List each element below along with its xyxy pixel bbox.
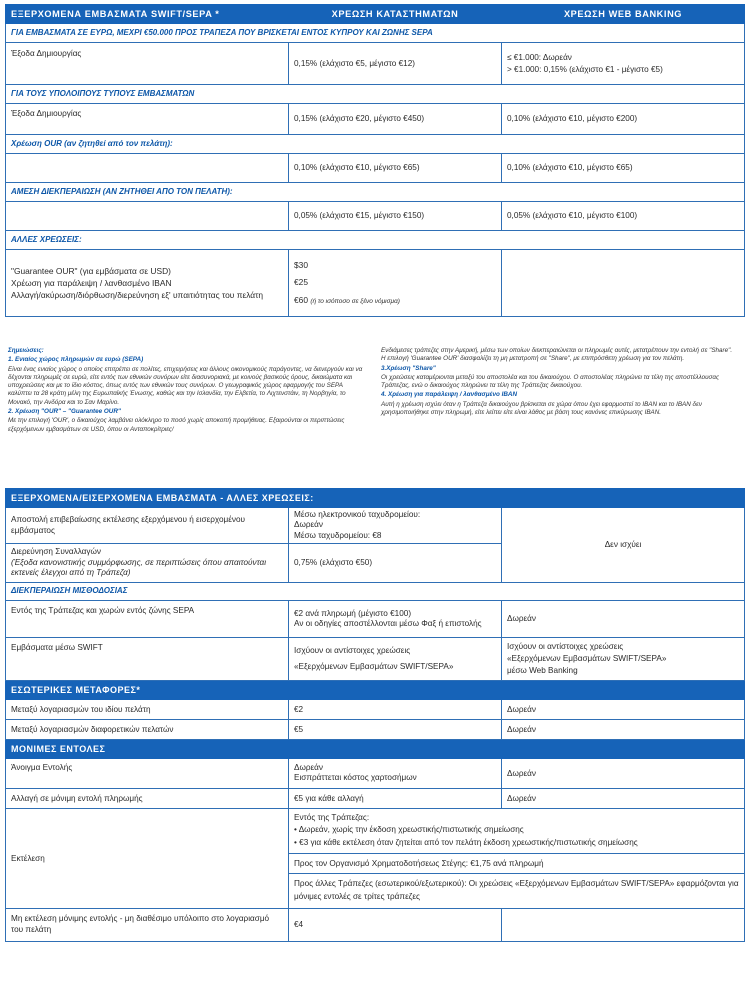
fee-line: «Εξερχόμενων Εμβασμάτων SWIFT/SEPA»	[507, 653, 667, 663]
table-row	[6, 43, 745, 85]
branch-fee: €5 για κάθε αλλαγή	[289, 788, 502, 808]
web-fee-line: > €1.000: 0,15% (ελάχιστο €1 - μέγιστο €5)	[507, 64, 663, 74]
table-row	[6, 699, 745, 719]
web-fee: Δωρεάν	[502, 600, 745, 637]
row-label: Μεταξύ λογαριασμών του ιδίου πελάτη	[6, 699, 289, 719]
charge-value: €60	[294, 294, 308, 305]
fee-line: Εντός της Τράπεζας:	[294, 812, 370, 822]
footnotes-left	[8, 347, 363, 435]
col-header-branch: ΧΡΕΩΣΗ ΚΑΤΑΣΤΗΜΑΤΩΝ	[289, 5, 502, 24]
note-title: 1. Ενιαίος χώρος πληρωμών σε ευρώ (SEPA)	[8, 356, 144, 364]
fee-line: • Δωρεάν, χωρίς την έκδοση χρεωστικής/πιστωτικής σημείωσης	[294, 825, 524, 835]
table-header-row	[6, 5, 745, 24]
note-our-title	[8, 408, 363, 416]
row-label-text: Διερεύνηση Συναλλαγών	[11, 547, 101, 557]
web-fee: 0,05% (ελάχιστο €10, μέγιστο €100)	[502, 202, 745, 231]
open-order-fee	[289, 758, 502, 788]
web-fee: Δωρεάν	[502, 788, 745, 808]
web-fee: 0,10% (ελάχιστο €10, μέγιστο €65)	[502, 154, 745, 183]
section-urgent: ΑΜΕΣΗ ΔΙΕΚΠΕΡΑΙΩΣΗ (ΑΝ ΖΗΤΗΘΕΙ ΑΠΟ ΤΟΝ ΠΕΛΑΤΗ):	[6, 183, 745, 202]
note-iban-title	[381, 391, 736, 399]
row-label: Άνοιγμα Εντολής	[6, 758, 289, 788]
fee-line: €2 ανά πληρωμή (μέγιστο €100)	[294, 608, 412, 618]
branch-fee: €2	[289, 699, 502, 719]
fee-line: Μέσω ταχυδρομείου: €8	[294, 530, 382, 540]
web-fee-empty	[502, 908, 745, 941]
table-row	[6, 758, 745, 788]
band-row	[6, 680, 745, 699]
row-label: Αλλαγή σε μόνιμη εντολή πληρωμής	[6, 788, 289, 808]
section-row	[6, 231, 745, 250]
fee-line: «Εξερχόμενων Εμβασμάτων SWIFT/SEPA»	[294, 661, 454, 671]
swift-fee	[289, 637, 502, 680]
fee-line: Αν οι οδηγίες αποστέλλονται μέσω Φαξ ή επιστολής	[294, 618, 482, 628]
table-row	[6, 600, 745, 637]
row-label: Εμβάσματα μέσω SWIFT	[6, 637, 289, 680]
row-label: Έξοδα Δημιουργίας	[6, 104, 289, 135]
confirmation-fee	[289, 508, 502, 544]
charge-label: Αλλαγή/ακύρωση/διόρθωση/διερεύνηση εξ' υπαιτιότητας του πελάτη	[11, 290, 264, 301]
note-title: 2. Χρέωση "OUR" – "Guarantee OUR"	[8, 408, 121, 416]
table-row	[6, 808, 745, 853]
fee-line: Δωρεάν	[294, 520, 323, 530]
row-label: Εκτέλεση	[6, 808, 289, 908]
table-row	[6, 154, 745, 183]
branch-fee: 0,15% (ελάχιστο €5, μέγιστο €12)	[289, 43, 502, 85]
footnotes-right	[381, 347, 736, 418]
charge-label: Χρέωση για παράλειψη / λανθασμένο IBAN	[11, 277, 172, 288]
execution-housing: Προς τον Οργανισμό Χρηματοδοτήσεως Στέγης: €1,75 ανά πληρωμή	[289, 853, 745, 873]
fee-line: Ισχύουν οι αντίστοιχες χρεώσεις	[507, 641, 624, 651]
web-fee: Δωρεάν	[502, 699, 745, 719]
other-charges-labels	[6, 250, 289, 317]
section-euro-sepa: ΓΙΑ ΕΜΒΑΣΜΑΤΑ ΣΕ ΕΥΡΩ, ΜΕΧΡΙ €50.000 ΠΡΟΣ ΤΡΑΠΕΖΑ ΠΟΥ ΒΡΙΣΚΕΤΑΙ ΕΝΤΟΣ ΚΥΠΡΟΥ ΚΑΙ ΖΩΝΗΣ SEPA	[6, 24, 745, 43]
row-label-empty	[6, 202, 289, 231]
execution-other-banks: Προς άλλες Τράπεζες (εσωτερικού/εξωτερικού): Οι χρεώσεις «Εξερχόμενων Εμβασμάτων SWIFT/SEPA» εφαρμόζονται για μόνιμες εντολές σε τρίτες τράπεζες	[289, 873, 745, 908]
table-header-row	[6, 489, 745, 508]
charge-value: $30	[294, 259, 308, 270]
band-row	[6, 739, 745, 758]
charge-label: "Guarantee OUR" (για εμβάσματα σε USD)	[11, 265, 171, 276]
section-other-charges: ΑΛΛΕΣ ΧΡΕΩΣΕΙΣ:	[6, 231, 745, 250]
table-row	[6, 788, 745, 808]
row-label	[6, 543, 289, 582]
col-header-service: ΕΞΕΡΧΟΜΕΝΑ ΕΜΒΑΣΜΑΤΑ SWIFT/SEPA *	[6, 5, 289, 24]
row-label: Μεταξύ λογαριασμών διαφορετικών πελατών	[6, 719, 289, 739]
swift-web-fee	[502, 637, 745, 680]
web-fee-empty	[502, 250, 745, 317]
investigation-fee: 0,75% (ελάχιστο €50)	[289, 543, 502, 582]
section-our-charge: Χρέωση OUR (αν ζητηθεί από τον πελάτη):	[6, 135, 745, 154]
note-sepa-title	[8, 356, 363, 364]
web-fee	[502, 43, 745, 85]
branch-fee: €5	[289, 719, 502, 739]
section-row	[6, 135, 745, 154]
table-row	[6, 104, 745, 135]
row-label: Έξοδα Δημιουργίας	[6, 43, 289, 85]
section-row	[6, 183, 745, 202]
row-label-empty	[6, 154, 289, 183]
col-header-web: ΧΡΕΩΣΗ WEB BANKING	[502, 5, 745, 24]
table-row	[6, 637, 745, 680]
row-label: Αποστολή επιβεβαίωσης εκτέλεσης εξερχόμενου ή εισερχομένου εμβάσματος	[6, 508, 289, 544]
other-charges-header: ΕΞΕΡΧΟΜΕΝΑ/ΕΙΣΕΡΧΟΜΕΝΑ ΕΜΒΑΣΜΑΤΑ - ΑΛΛΕΣ ΧΡΕΩΣΕΙΣ:	[6, 489, 745, 508]
section-row	[6, 85, 745, 104]
charge-value-row	[294, 292, 496, 310]
payroll-fee	[289, 600, 502, 637]
fee-line: Δωρεάν	[294, 763, 323, 772]
charge-value: €25	[294, 277, 308, 288]
branch-fee: €4	[289, 908, 502, 941]
outgoing-swift-sepa-table	[5, 4, 745, 317]
row-label: Μη εκτέλεση μόνιμης εντολής - μη διαθέσιμο υπόλοιπο στο λογαριασμό του πελάτη	[6, 908, 289, 941]
internal-transfers-header: ΕΣΩΤΕΡΙΚΕΣ ΜΕΤΑΦΟΡΕΣ*	[6, 680, 745, 699]
section-payroll: ΔΙΕΚΠΕΡΑΙΩΣΗ ΜΙΣΘΟΔΟΣΙΑΣ	[6, 582, 745, 600]
fee-line: Ισχύουν οι αντίστοιχες χρεώσεις	[294, 646, 411, 656]
note-iban-text: Αυτή η χρέωση ισχύει όταν η Τράπεζα δικαιούχου βρίσκεται σε χώρα όπου έχει εφαρμοστεί το IBAN και το IBAN δεν χρησιμοποιήθηκε στην πληρωμή, είτε λείπει είτε είναι λάθος με βάση τους κανόνες επικύρωσης IBAN.	[381, 400, 702, 417]
note-title: 4. Χρέωση για παράλειψη / λανθασμένο IBAN	[381, 391, 518, 399]
table-row	[6, 908, 745, 941]
other-charges-values	[289, 250, 502, 317]
fee-line: Μέσω ηλεκτρονικού ταχυδρομείου:	[294, 510, 421, 519]
notes-title	[8, 347, 363, 355]
note-our-text: Με την επιλογή 'OUR', ο δικαιούχος λαμβάνει ολόκληρο το ποσό χωρίς αποκοπή προμήθειας. Εξαιρούνται οι περιπτώσεις εξερχόμενων εμβασμάτων σε USD, όπου οι Ανταποκρίτριες/	[8, 417, 345, 433]
note-our-text-cont: Ενδιάμεσες τράπεζες στην Αμερική, μέσω των οποίων διεκπεραιώνεται οι πληρωμές αυτές, μετατρέπουν την εντολή σε "Share". Η επιλογή 'Guarantee OUR' διασφαλίζει τη μη μετατροπή σε "Share", με επιπρόσθετη χρέωση για τον πελάτη.	[381, 347, 733, 363]
execution-in-bank	[289, 808, 745, 853]
row-label: Εντός της Τράπεζας και χωρών εντός ζώνης SEPA	[6, 600, 289, 637]
fee-line: Εισπράττεται κόστος χαρτοσήμων	[294, 773, 417, 783]
table-row	[6, 508, 745, 544]
footnotes	[8, 347, 743, 467]
standing-orders-header: ΜΟΝΙΜΕΣ ΕΝΤΟΛΕΣ	[6, 739, 745, 758]
fee-line: • €3 για κάθε εκτέλεση όταν ζητείται από τον πελάτη έκδοση χρεωστικής/πιστωτικής σημείωσης	[294, 838, 638, 848]
notes-title-text: Σημειώσεις:	[8, 347, 44, 354]
not-applicable: Δεν ισχύει	[502, 508, 745, 583]
note-share-title	[381, 365, 736, 373]
note-title: 3.Χρέωση "Share"	[381, 364, 436, 372]
section-row	[6, 582, 745, 600]
web-fee: Δωρεάν	[502, 719, 745, 739]
section-other-types: ΓΙΑ ΤΟΥΣ ΥΠΟΛΟΙΠΟΥΣ ΤΥΠΟΥΣ ΕΜΒΑΣΜΑΤΩΝ	[6, 85, 745, 104]
web-fee: Δωρεάν	[502, 758, 745, 788]
branch-fee: 0,10% (ελάχιστο €10, μέγιστο €65)	[289, 154, 502, 183]
note-share-text: Οι χρεώσεις καταμέριονται μεταξύ του αποστολέα και του δικαιούχου. Ο αποστολέας πληρώνει τα τέλη της αποστέλλουσας Τράπεζας, ενώ ο δικαιούχος πληρώνει τα τέλη της Τράπεζας δικαιούχου.	[381, 373, 720, 390]
row-label-sub: (Έξοδα κανονιστικής συμμόρφωσης, σε περιπτώσεις όπου απαιτούνται εκτενείς έλεγχοι από τη Τράπεζα)	[11, 557, 267, 577]
note-sepa-text: Είναι ένας ενιαίος χώρος ο οποίος επιτρέπει σε πολίτες, επιχειρήσεις και άλλους οικονομικούς παράγοντες, να διενεργούν και να δέχονται πληρωμές σε ευρώ, είτε εντός των εθνικών συνόρων είτε διασυνοριακά, με κοινούς βασικούς όρους, δικαιώματα και υποχρεώσεις και με το ίδιο κόστος, όπως εντός των εθνικών τους συνόρων. Ο γεωγραφικός χώρος εφαρμογής του SEPA καλύπτει τα 28 κράτη μέλη της Ευρωπαϊκής Ένωσης, καθώς και την Ισλανδία, την Ελβετία, το Λιχτενστάιν, τη Νορβηγία, το Μονακό, την Ανδόρα και το Σαν Μαρίνο.	[8, 365, 363, 406]
branch-fee: 0,05% (ελάχιστο €15, μέγιστο €150)	[289, 202, 502, 231]
fee-line: μέσω Web Banking	[507, 665, 578, 675]
other-charges-table	[5, 488, 745, 942]
table-row	[6, 250, 745, 317]
web-fee: 0,10% (ελάχιστο €10, μέγιστο €200)	[502, 104, 745, 135]
branch-fee: 0,15% (ελάχιστο €20, μέγιστο €450)	[289, 104, 502, 135]
table-row	[6, 202, 745, 231]
table-row	[6, 719, 745, 739]
section-row	[6, 24, 745, 43]
web-fee-line: ≤ €1.000: Δωρεάν	[507, 53, 572, 63]
charge-value-note: (ή το ισόποσο σε ξένο νόμισμα)	[310, 297, 400, 305]
